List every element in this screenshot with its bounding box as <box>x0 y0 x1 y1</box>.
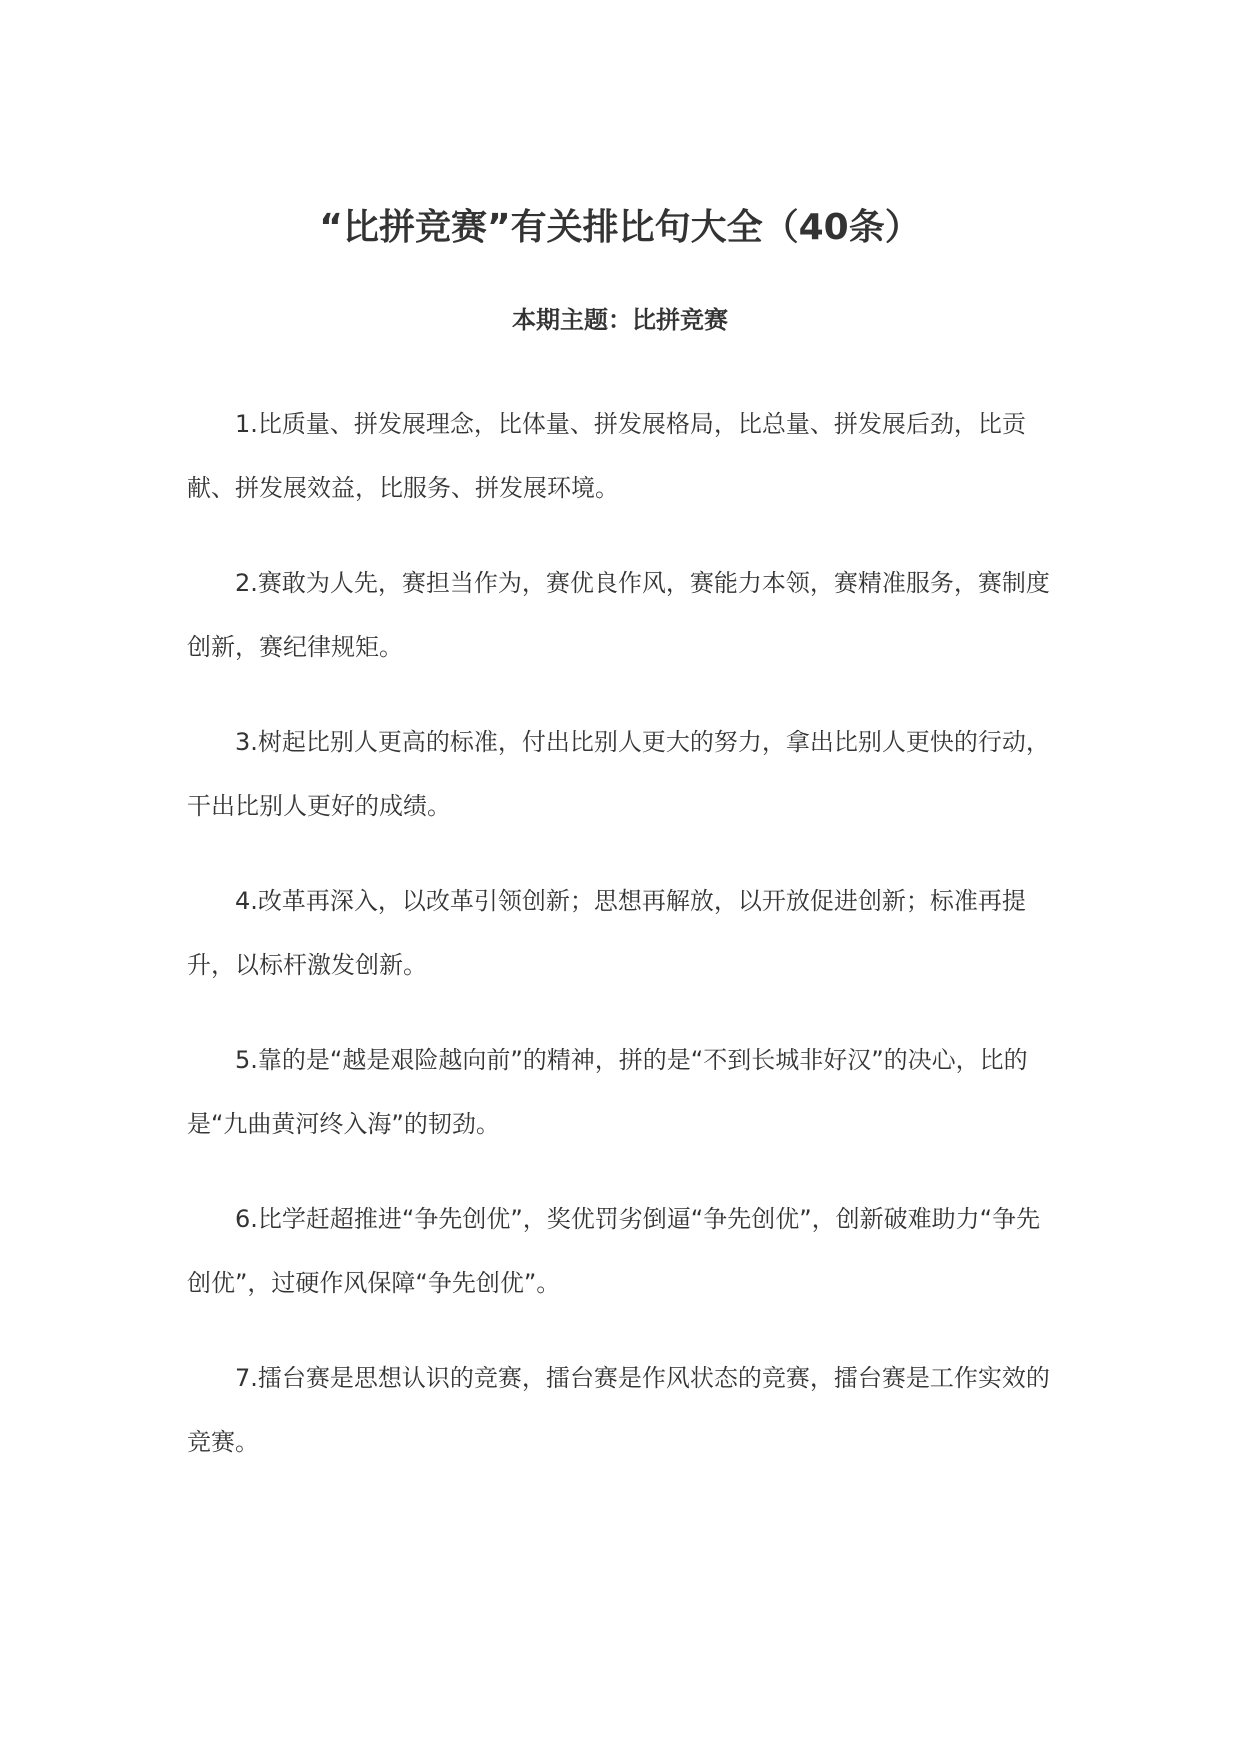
page-title: “比拼竞赛”有关排比句大全（40条） <box>319 207 921 248</box>
list-item: 6.比学赶超推进“争先创优”，奖优罚劣倒逼“争先创优”，创新破难助力“争先创优”，过硬作风保障“争先创优”。 <box>187 1205 1041 1297</box>
list-item: 7.擂台赛是思想认识的竞赛，擂台赛是作风状态的竞赛，擂台赛是工作实效的竞赛。 <box>187 1364 1050 1456</box>
list-item: 5.靠的是“越是艰险越向前”的精神，拼的是“不到长城非好汉”的决心，比的是“九曲黄河终入海”的韧劲。 <box>187 1046 1028 1138</box>
list-item: 1.比质量、拼发展理念，比体量、拼发展格局，比总量、拼发展后劲，比贡献、拼发展效益，比服务、拼发展环境。 <box>187 410 1026 502</box>
list-item: 2.赛敢为人先，赛担当作为，赛优良作风，赛能力本领，赛精准服务，赛制度创新，赛纪律规矩。 <box>187 569 1050 661</box>
list-item: 3.树起比别人更高的标准，付出比别人更大的努力，拿出比别人更快的行动，干出比别人更好的成绩。 <box>187 728 1050 820</box>
list-item: 4.改革再深入，以改革引领创新；思想再解放，以开放促进创新；标准再提升，以标杆激发创新。 <box>187 887 1026 979</box>
sentence-list <box>187 392 1057 1505</box>
page-subtitle: 本期主题：比拼竞赛 <box>512 306 728 334</box>
